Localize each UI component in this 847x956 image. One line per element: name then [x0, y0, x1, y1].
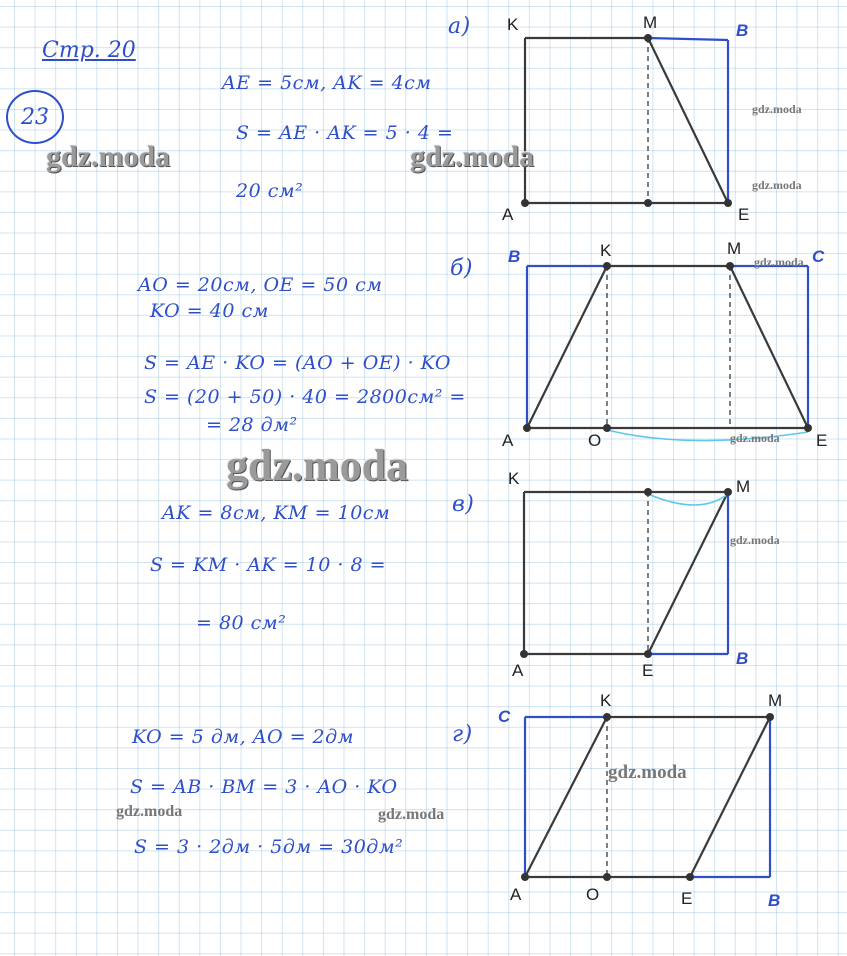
part-b-line-1: AO = 20см, OE = 50 см	[138, 274, 383, 296]
part-a-line-2: S = AE · AK = 5 · 4 =	[236, 122, 454, 144]
vertex-label: A	[502, 431, 514, 450]
part-v-line-1: AK = 8см, KM = 10см	[162, 502, 391, 524]
vertex-label: A	[502, 205, 514, 224]
part-a-marker: а)	[448, 14, 471, 39]
vertex-label: A	[510, 885, 522, 904]
figure-g	[521, 713, 774, 881]
watermark: gdz.moda	[378, 806, 445, 823]
vertex-label: M	[736, 477, 751, 496]
part-b-line-3: S = AE · KO = (AO + OE) · KO	[144, 352, 451, 374]
vertex-label: K	[600, 691, 612, 710]
watermark: gdz.moda	[730, 533, 780, 547]
watermark: gdz.moda	[226, 441, 409, 490]
part-g-marker: г)	[452, 722, 473, 747]
vertex-label: C	[498, 707, 511, 726]
watermark: gdz.moda	[46, 140, 171, 173]
part-g-line-3: S = 3 · 2дм · 5дм = 30дм²	[134, 836, 404, 858]
vertex-label: B	[736, 21, 749, 40]
watermark: gdz.moda	[752, 178, 802, 192]
watermark: gdz.moda	[752, 102, 802, 116]
page-reference: Стр. 20	[42, 38, 136, 63]
vertex-label: K	[600, 241, 612, 260]
vertex-label: E	[738, 205, 750, 224]
part-v-line-2: S = KM · AK = 10 · 8 =	[150, 554, 387, 576]
vertex-label: B	[508, 247, 521, 266]
vertex-label: O	[588, 431, 602, 450]
vertex-label: K	[508, 469, 520, 488]
vertex-label: M	[643, 13, 658, 32]
part-a-line-3: 20 см²	[236, 180, 304, 202]
part-g-line-2: S = AB · BM = 3 · AO · KO	[130, 776, 398, 798]
part-b-line-5: = 28 дм²	[206, 414, 298, 436]
part-g-line-1: KO = 5 дм, AO = 2дм	[132, 726, 354, 748]
part-b-line-2: KO = 40 см	[150, 300, 269, 322]
vertex-label: M	[727, 239, 742, 258]
watermark: gdz.moda	[730, 431, 780, 445]
vertex-label: M	[768, 691, 783, 710]
vertex-label: K	[507, 15, 519, 34]
watermark: gdz.moda	[608, 762, 687, 783]
part-a-line-1: AE = 5см, AK = 4см	[222, 72, 432, 94]
watermark: gdz.moda	[410, 140, 535, 173]
vertex-label: E	[681, 889, 693, 908]
task-number: 23	[6, 90, 64, 144]
watermark: gdz.moda	[754, 255, 804, 269]
part-v-line-3: = 80 см²	[196, 612, 287, 634]
figure-a	[521, 34, 732, 207]
vertex-label: O	[586, 885, 600, 904]
vertex-label: E	[642, 661, 654, 680]
figure-b	[523, 262, 812, 441]
part-v-marker: в)	[452, 492, 475, 517]
vertex-label: A	[512, 661, 524, 680]
vertex-label: E	[816, 431, 828, 450]
watermark: gdz.moda	[116, 803, 183, 820]
part-b-marker: б)	[450, 256, 474, 281]
figure-v	[520, 488, 732, 658]
vertex-label: C	[812, 247, 825, 266]
part-b-line-4: S = (20 + 50) · 40 = 2800см² =	[144, 386, 466, 408]
vertex-label: B	[768, 891, 781, 910]
vertex-label: B	[736, 649, 749, 668]
